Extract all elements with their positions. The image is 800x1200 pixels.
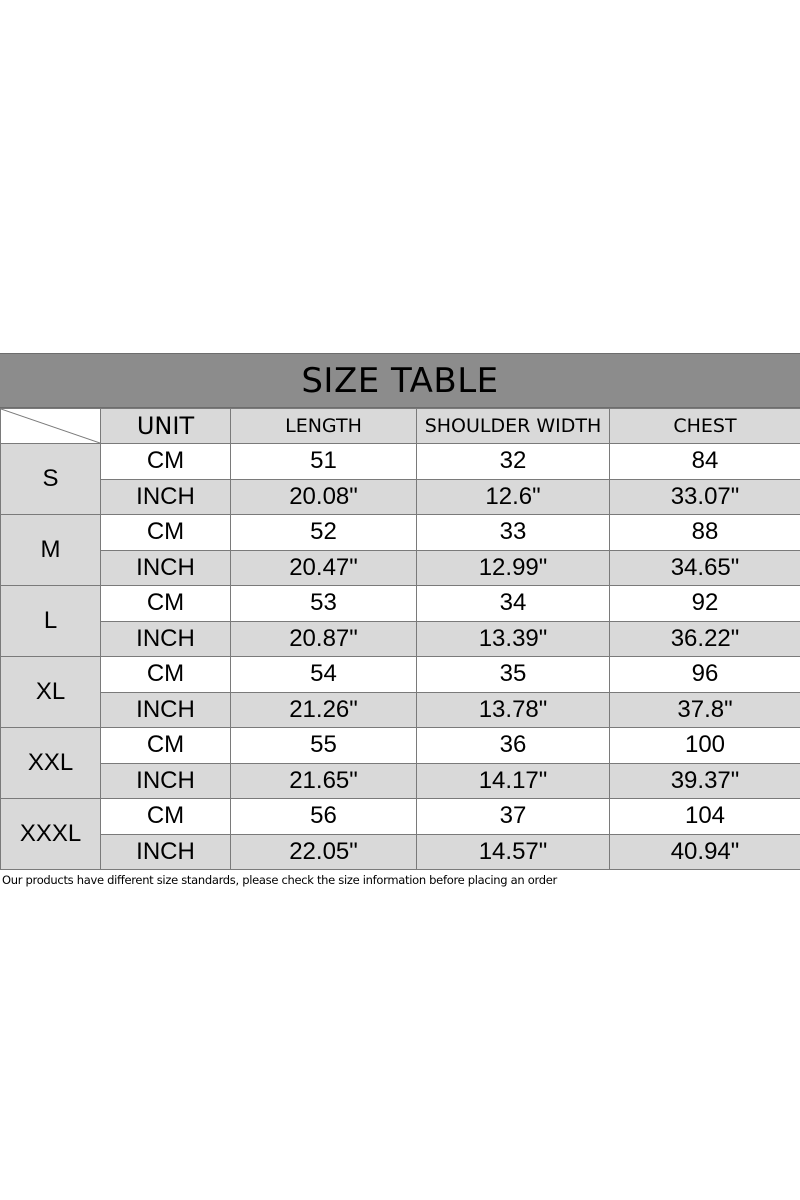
- length-cell: 55: [231, 728, 417, 764]
- table-row: [1, 692, 800, 728]
- chest-cell: 104: [610, 799, 800, 835]
- shoulder-width-cell: 34: [417, 586, 610, 622]
- table-row: [1, 763, 800, 799]
- shoulder-width-cell: 12.99": [417, 550, 610, 586]
- shoulder-width-cell: 35: [417, 657, 610, 693]
- unit-cell: CM: [101, 799, 231, 835]
- shoulder-width-cell: 13.39": [417, 621, 610, 657]
- chest-cell: 100: [610, 728, 800, 764]
- table-row: [1, 444, 800, 480]
- unit-cell: CM: [101, 515, 231, 551]
- unit-cell: INCH: [101, 479, 231, 515]
- length-cell: 21.26": [231, 692, 417, 728]
- size-label: XXL: [1, 728, 101, 799]
- chest-cell: 37.8": [610, 692, 800, 728]
- shoulder-width-cell: 33: [417, 515, 610, 551]
- length-cell: 20.47": [231, 550, 417, 586]
- chest-cell: 33.07": [610, 479, 800, 515]
- column-header-unit: UNIT: [101, 409, 231, 444]
- length-cell: 51: [231, 444, 417, 480]
- unit-cell: INCH: [101, 692, 231, 728]
- unit-cell: CM: [101, 444, 231, 480]
- size-label: S: [1, 444, 101, 515]
- footer-note: Our products have different size standards, please check the size information before placing an order: [2, 873, 557, 887]
- length-cell: 20.87": [231, 621, 417, 657]
- column-header-chest: CHEST: [610, 409, 800, 444]
- chest-cell: 96: [610, 657, 800, 693]
- column-header-shoulder-width: SHOULDER WIDTH: [417, 409, 610, 444]
- chest-cell: 36.22": [610, 621, 800, 657]
- unit-cell: CM: [101, 586, 231, 622]
- length-cell: 56: [231, 799, 417, 835]
- chest-cell: 84: [610, 444, 800, 480]
- unit-cell: CM: [101, 657, 231, 693]
- shoulder-width-cell: 14.57": [417, 834, 610, 870]
- table-title: SIZE TABLE: [0, 353, 800, 408]
- chest-cell: 88: [610, 515, 800, 551]
- chest-cell: 39.37": [610, 763, 800, 799]
- table-row: [1, 834, 800, 870]
- shoulder-width-cell: 36: [417, 728, 610, 764]
- length-cell: 53: [231, 586, 417, 622]
- corner-cell: [1, 409, 101, 444]
- size-label: XL: [1, 657, 101, 728]
- table-row: [1, 515, 800, 551]
- unit-cell: INCH: [101, 763, 231, 799]
- table-row: [1, 799, 800, 835]
- size-label: XXXL: [1, 799, 101, 870]
- unit-cell: INCH: [101, 621, 231, 657]
- length-cell: 54: [231, 657, 417, 693]
- size-table: [0, 408, 800, 870]
- shoulder-width-cell: 14.17": [417, 763, 610, 799]
- shoulder-width-cell: 13.78": [417, 692, 610, 728]
- header-row: [1, 409, 800, 444]
- length-cell: 52: [231, 515, 417, 551]
- table-row: [1, 586, 800, 622]
- unit-cell: INCH: [101, 834, 231, 870]
- shoulder-width-cell: 32: [417, 444, 610, 480]
- table-row: [1, 550, 800, 586]
- table-row: [1, 479, 800, 515]
- table-row: [1, 657, 800, 693]
- unit-cell: CM: [101, 728, 231, 764]
- size-chart: [0, 353, 800, 870]
- table-row: [1, 621, 800, 657]
- length-cell: 20.08": [231, 479, 417, 515]
- unit-cell: INCH: [101, 550, 231, 586]
- size-label: L: [1, 586, 101, 657]
- table-row: [1, 728, 800, 764]
- length-cell: 22.05": [231, 834, 417, 870]
- chest-cell: 34.65": [610, 550, 800, 586]
- size-label: M: [1, 515, 101, 586]
- column-header-length: LENGTH: [231, 409, 417, 444]
- chest-cell: 40.94": [610, 834, 800, 870]
- diagonal-divider-icon: [1, 409, 100, 443]
- table-body: [1, 444, 800, 870]
- chest-cell: 92: [610, 586, 800, 622]
- shoulder-width-cell: 12.6": [417, 479, 610, 515]
- shoulder-width-cell: 37: [417, 799, 610, 835]
- length-cell: 21.65": [231, 763, 417, 799]
